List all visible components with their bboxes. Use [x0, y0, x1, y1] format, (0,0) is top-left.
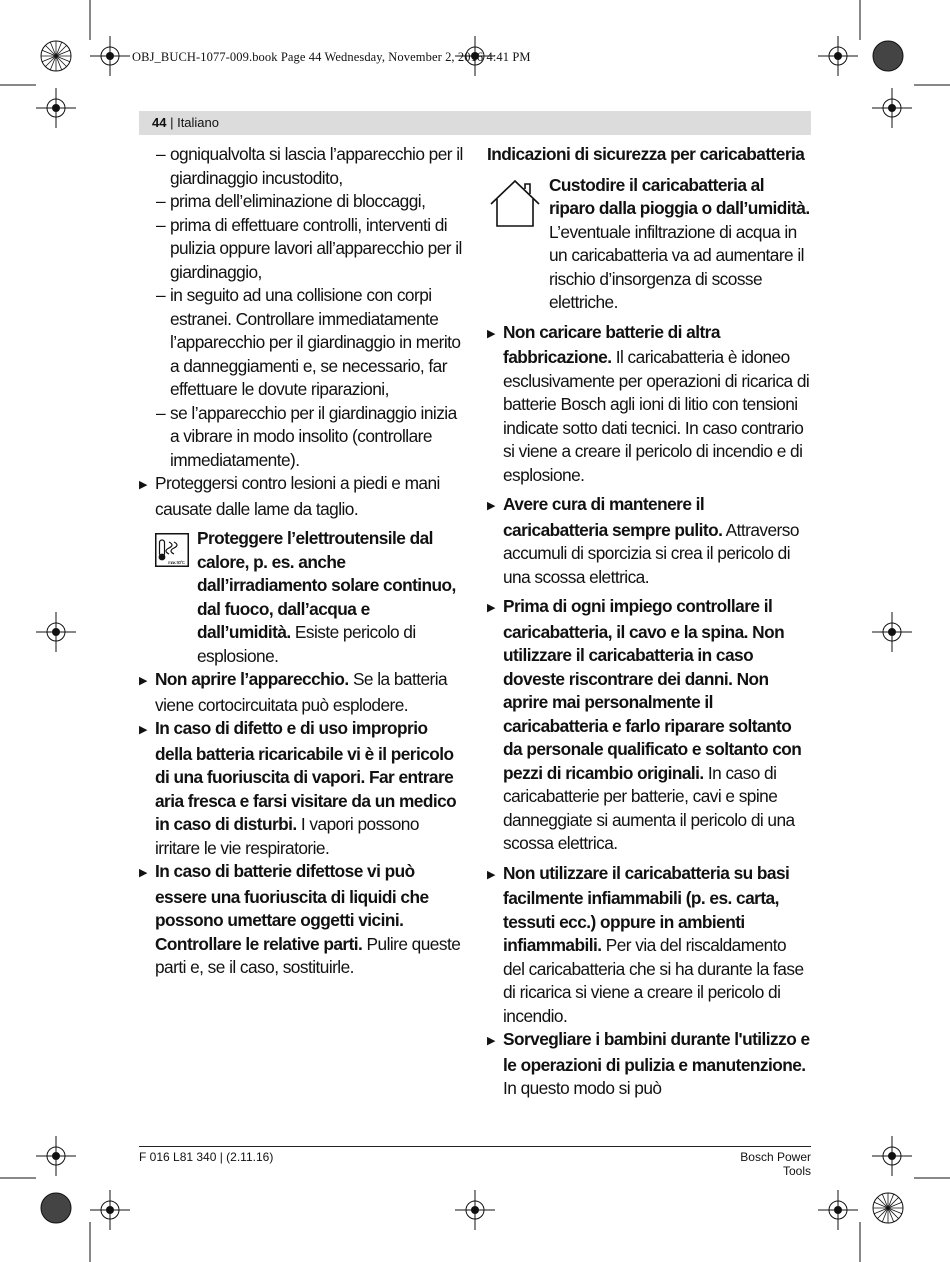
safety-bullet: ▶ Non utilizzare il caricabatteria su basi facilmente infiammabili (p. es. carta, tessuti ecc.) oppure in ambienti infiammabili. Per via del riscaldamento del caricabatteria che si ha durante la fase di ricarica si viene a creare il pericolo di incendio. — [487, 862, 804, 1026]
bullet-triangle-icon: ▶ — [487, 602, 495, 614]
bullet-triangle-icon: ▶ — [139, 479, 147, 491]
dash-item: – ogniqualvolta si lascia l’apparecchio per il giardinaggio incustodito, — [156, 144, 463, 188]
safety-bullet: ▶ Avere cura di mantenere il caricabatteria sempre pulito. Attraverso accumuli di sporcizia si crea il pericolo di una scossa elettrica. — [487, 494, 799, 587]
page-header-bar — [139, 111, 811, 135]
footer-brand: Bosch Power Tools — [740, 1150, 811, 1178]
dash-glyph: – — [156, 285, 166, 305]
safety-bullet: ▶ Non caricare batterie di altra fabbricazione. Il caricabatteria è idoneo esclusivamente per operazioni di ricarica di batterie Bosch agli ioni di litio con tensioni indicate sotto dati tecnici. In caso contrario si viene a creare il pericolo di incendio e di esplosione. — [487, 321, 810, 485]
dash-item: – se l’apparecchio per il giardinaggio inizia a vibrare in modo insolito (controllare immediatamente). — [156, 402, 457, 470]
house-warning: Custodire il caricabatteria al riparo dalla pioggia o dall’umidità. L’eventuale infiltrazione di acqua in un caricabatteria va ad aumentare il rischio d’insorgenza di scosse elettriche. — [487, 174, 811, 315]
safety-bullet: ▶ In caso di difetto e di uso improprio della batteria ricaricabile vi è il pericolo di una fuoriuscita di vapori. Far entrare aria fresca e farsi visitare da un medico in caso di disturbi. I vapori possono irritare le vie respiratorie. — [139, 718, 457, 858]
book-slug: OBJ_BUCH-1077-009.book Page 44 Wednesday, November 2, 2016 4:41 PM — [132, 50, 531, 64]
thermometer-warning-icon — [155, 533, 189, 567]
dash-item: – in seguito ad una collisione con corpi estranei. Controllare immediatamente l’apparecchio per il giardinaggio in merito a danneggiamenti e, se necessario, far effettuare le dovute riparazioni, — [156, 285, 461, 399]
dash-item: – prima dell’eliminazione di bloccaggi, — [139, 190, 465, 214]
dash-glyph: – — [156, 402, 166, 423]
footer-rule — [139, 1146, 811, 1147]
heat-warning: max. 50°C Proteggere l’elettroutensile dal calore, p. es. anche dall’irradiamento solare continuo, dal fuoco, dall’acqua e dall’umidità. Esiste pericolo di esplosione. — [139, 527, 465, 668]
bullet-triangle-icon: ▶ — [487, 327, 495, 340]
safety-bullet: ▶ Sorvegliare i bambini durante l'utilizzo e le operazioni di pulizia e manutenzione. In questo modo si può — [487, 1029, 810, 1098]
dash-glyph: – — [156, 144, 166, 164]
page-number: 44 — [152, 115, 167, 130]
header-language: Italiano — [177, 115, 219, 130]
indoor-use-house-icon — [487, 178, 543, 232]
icon-caption: max. 50°C — [168, 560, 185, 565]
bullet-triangle-icon: ▶ — [139, 724, 147, 736]
left-column — [139, 143, 465, 980]
bullet-triangle-icon: ▶ — [487, 500, 495, 512]
dash-glyph: – — [156, 214, 166, 235]
bullet-triangle-icon: ▶ — [139, 675, 147, 687]
dash-glyph: – — [156, 191, 166, 211]
dash-item: – prima di effettuare controlli, interventi di pulizia oppure lavori all’apparecchio per il giardinaggio, — [156, 214, 462, 282]
page-header — [152, 115, 219, 130]
safety-bullet: ▶ Prima di ogni impiego controllare il caricabatteria, il cavo e la spina. Non utilizzare il caricabatteria in caso doveste riscontrare dei danni. Non aprire mai personalmente il caricabatteria e farlo riparare soltanto da personale qualificato e soltanto con pezzi di ricambio originali. In caso di caricabatterie per batterie, cavi e spine danneggiate si aumenta il pericolo di una scossa elettrica. — [487, 596, 802, 853]
safety-bullet: ▶ Non aprire l’apparecchio. Se la batteria viene cortocircuitata può esplodere. — [139, 669, 448, 715]
safety-bullet: ▶ Proteggersi contro lesioni a piedi e mani causate dalle lame da taglio. — [139, 473, 440, 519]
bullet-triangle-icon: ▶ — [139, 867, 147, 879]
footer-doc-number: F 016 L81 340 | (2.11.16) — [139, 1150, 274, 1164]
right-column — [487, 143, 811, 1101]
header-separator: | — [166, 115, 178, 130]
section-heading: Indicazioni di sicurezza per caricabatteria — [487, 144, 805, 164]
bullet-triangle-icon: ▶ — [487, 1035, 495, 1047]
bullet-triangle-icon: ▶ — [487, 868, 495, 881]
safety-bullet: ▶ In caso di batterie difettose vi può essere una fuoriuscita di liquidi che possono umettare oggetti vicini. Controllare le relative parti. Pulire queste parti e, se il caso, sostituirle. — [139, 861, 461, 977]
